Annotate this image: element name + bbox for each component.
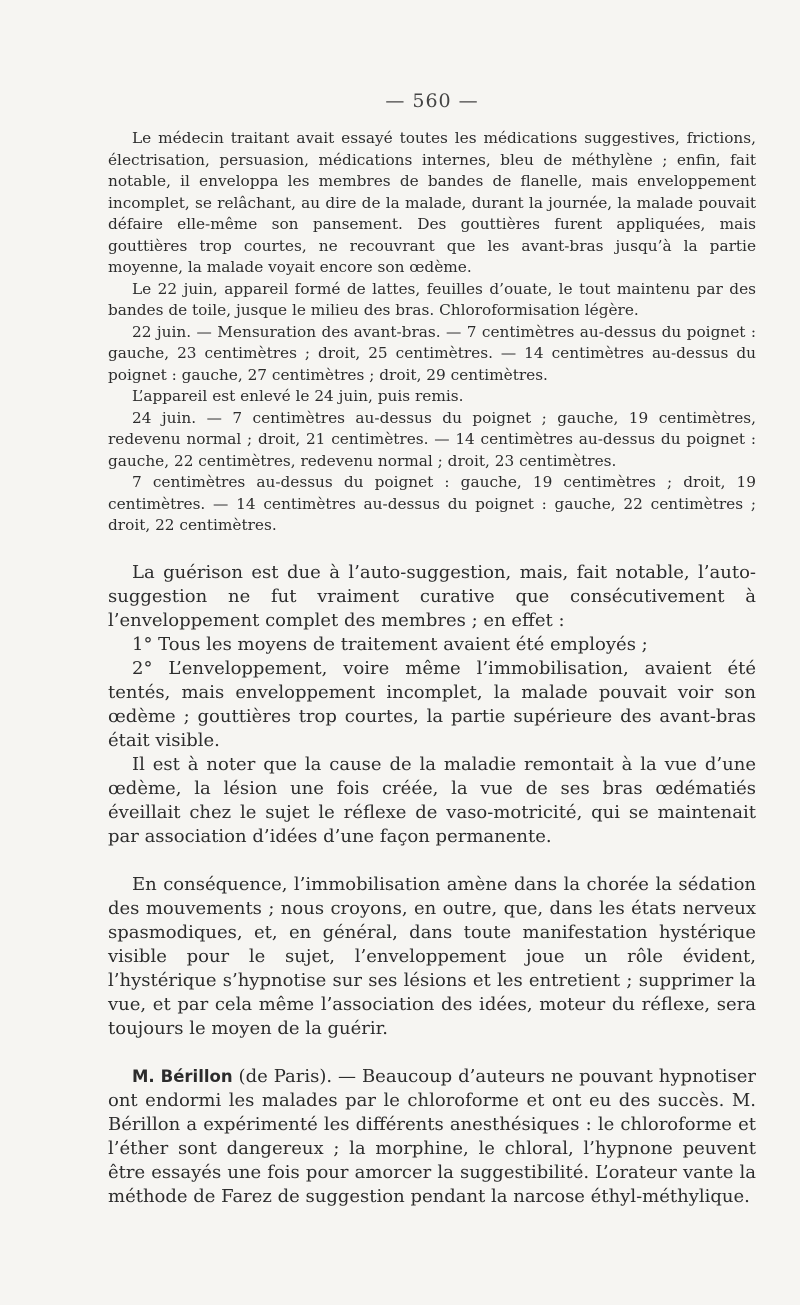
paragraph: 1° Tous les moyens de traitement avaient été employés ;: [132, 633, 648, 655]
speaker-text: (de Paris). — Beaucoup d’auteurs ne pouvant hypnotiser ont endormi les malades par le chloroforme et ont eu des succès. M. Bérillon a expérimenté les différents anesthésiques : le chloroforme et l’éther sont dangereux ; la morphine, le chloral, l’hypnone peuvent être essayés une fois pour amorcer la suggestibilité. L’orateur vante la méthode de Farez de suggestion pendant la narcose éthyl-méthylique.: [108, 1065, 756, 1207]
paragraph: 7 centimètres au-dessus du poignet : gauche, 19 centimètres ; droit, 19 centimètres. — 14 centimètres au-dessus du poignet : gauche, 22 centimètres ; droit, 22 centimètres.: [108, 473, 756, 534]
paragraph: Le médecin traitant avait essayé toutes les médications suggestives, frictions, électrisation, persuasion, médications internes, bleu de méthylène ; enfin, fait notable, il enveloppa les membres de bandes de flanelle, mais enveloppement incomplet, se relâchant, au dire de la malade, durant la journée, la malade pouvait défaire elle-même son pansement. Des gouttières furent appliquées, mais gouttières trop courtes, ne recouvrant que les avant-bras jusqu’à la partie moyenne, la malade voyait encore son œdème.: [108, 129, 756, 276]
paragraph: En conséquence, l’immobilisation amène dans la chorée la sédation des mouvements ; nous croyons, en outre, que, dans les états nerveux spasmodiques, et, en général, dans toute manifestation hystérique visible pour le sujet, l’enveloppement joue un rôle évident, l’hystérique s’hypnotise sur ses lésions et les entretient ; supprimer la vue, et par cela même l’association des idées, moteur du réflexe, sera toujours le moyen de la guérir.: [108, 873, 756, 1039]
paragraph: Il est à noter que la cause de la maladie remontait à la vue d’une œdème, la lésion une fois créée, la vue de ses bras œdématiés éveillait chez le sujet le réflexe de vaso-motricité, qui se maintenait par association d’idées d’une façon permanente.: [108, 753, 756, 847]
paragraph: Le 22 juin, appareil formé de lattes, feuilles d’ouate, le tout maintenu par des bandes de toile, jusque le milieu des bras. Chloroformisation légère.: [108, 279, 756, 319]
document-page: [108, 90, 756, 1209]
discussion-block: [108, 561, 756, 1209]
paragraph: 24 juin. — 7 centimètres au-dessus du poignet ; gauche, 19 centimètres, redevenu normal ; droit, 21 centimètres. — 14 centimètres au-dessus du poignet : gauche, 22 centimètres, redevenu normal ; droit, 23 centimètres.: [108, 408, 756, 470]
page-number: — 560 —: [385, 90, 479, 112]
paragraph: L’appareil est enlevé le 24 juin, puis remis.: [132, 387, 464, 405]
paragraph: 2° L’enveloppement, voire même l’immobilisation, avaient été tentés, mais enveloppement incomplet, la malade pouvait voir son œdème ; gouttières trop courtes, la partie supérieure des avant-bras était visible.: [108, 657, 756, 751]
paragraph: La guérison est due à l’auto-suggestion, mais, fait notable, l’auto-suggestion ne fut vraiment curative que consécutivement à l’enveloppement complet des membres ; en effet :: [108, 561, 756, 631]
speaker-name: M. Bérillon: [132, 1066, 233, 1086]
paragraph: 22 juin. — Mensuration des avant-bras. — 7 centimètres au-dessus du poignet : gauche, 23 centimètres ; droit, 25 centimètres. — 14 centimètres au-dessus du poignet : gauche, 27 centimètres ; droit, 29 centimètres.: [108, 322, 756, 384]
speaker-paragraph: [108, 1065, 756, 1209]
case-report-block: [108, 128, 756, 537]
